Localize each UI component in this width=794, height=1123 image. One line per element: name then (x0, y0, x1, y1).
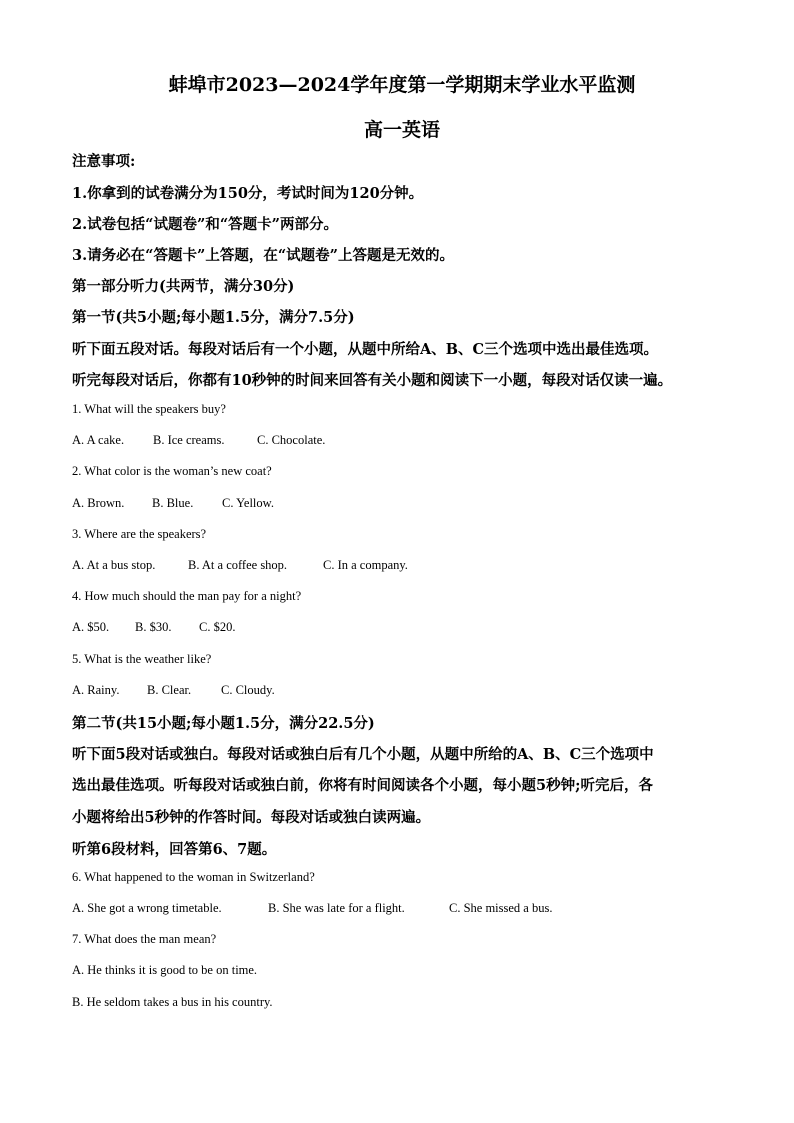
option-b: B. At a coffee shop. (188, 558, 288, 572)
section1-heading: 第一节(共5小题;每小题1.5分，满分7.5分) (72, 309, 355, 326)
option-a: A. He thinks it is good to be on time. (72, 963, 258, 977)
question-2-options (72, 496, 274, 511)
question-5-options (72, 683, 275, 698)
option-c: C. Yellow. (222, 496, 274, 510)
question-3-options (72, 558, 408, 573)
option-b: B. Ice creams. (153, 433, 225, 447)
option-c: C. In a company. (323, 558, 408, 572)
option-c: C. She missed a bus. (449, 901, 553, 915)
section2-instruction: 小题将给出5秒钟的作答时间。每段对话或独白读两遍。 (72, 809, 431, 826)
note-item: 1.你拿到的试卷满分为150分，考试时间为120分钟。 (72, 185, 424, 202)
note-item: 2.试卷包括“试题卷”和“答题卡”两部分。 (72, 216, 338, 233)
option-a: A. At a bus stop. (72, 558, 156, 572)
option-c: C. Chocolate. (257, 433, 326, 447)
option-b: B. Blue. (152, 496, 194, 510)
question-2: 2. What color is the woman’s new coat? (72, 464, 272, 478)
section2-instruction: 选出最佳选项。听每段对话或独白前，你将有时间阅读各个小题，每小题5秒钟;听完后，各 (72, 777, 653, 794)
exam-subject: 高一英语 (363, 119, 440, 141)
section2-heading: 第二节(共15小题;每小题1.5分，满分22.5分) (72, 715, 375, 732)
exam-title: 蚌埠市2023—2024学年度第一学期期末学业水平监测 (168, 74, 636, 96)
option-c: C. Cloudy. (221, 683, 275, 697)
option-b: B. Clear. (147, 683, 192, 697)
question-1: 1. What will the speakers buy? (72, 402, 226, 416)
option-b: B. $30. (135, 620, 172, 634)
question-3: 3. Where are the speakers? (72, 527, 207, 541)
option-a: A. $50. (72, 620, 110, 634)
note-item: 3.请务必在“答题卡”上答题，在“试题卷”上答题是无效的。 (72, 247, 454, 264)
section1-instruction: 听完每段对话后，你都有10秒钟的时间来回答有关小题和阅读下一小题，每段对话仅读一遍。 (72, 372, 673, 389)
section2-instruction: 听下面5段对话或独白。每段对话或独白后有几个小题，从题中所给的A、B、C三个选项中 (72, 746, 654, 763)
question-6: 6. What happened to the woman in Switzerland? (72, 870, 315, 884)
question-4: 4. How much should the man pay for a night? (72, 589, 302, 603)
question-1-options (72, 433, 325, 448)
question-6-options (72, 901, 552, 916)
question-4-options (72, 620, 235, 635)
option-a: A. Rainy. (72, 683, 120, 697)
option-b: B. She was late for a flight. (268, 901, 405, 915)
question-7: 7. What does the man mean? (72, 932, 217, 946)
question-5: 5. What is the weather like? (72, 652, 212, 666)
part1-heading: 第一部分听力(共两节，满分30分) (72, 278, 295, 295)
notes-heading: 注意事项: (72, 153, 136, 170)
section1-instruction: 听下面五段对话。每段对话后有一个小题，从题中所给A、B、C三个选项中选出最佳选项。 (72, 341, 659, 358)
option-a: A. Brown. (72, 496, 125, 510)
option-b: B. He seldom takes a bus in his country. (72, 995, 273, 1009)
option-a: A. A cake. (72, 433, 125, 447)
option-c: C. $20. (199, 620, 236, 634)
material-note: 听第6段材料，回答第6、7题。 (72, 841, 277, 858)
option-a: A. She got a wrong timetable. (72, 901, 222, 915)
